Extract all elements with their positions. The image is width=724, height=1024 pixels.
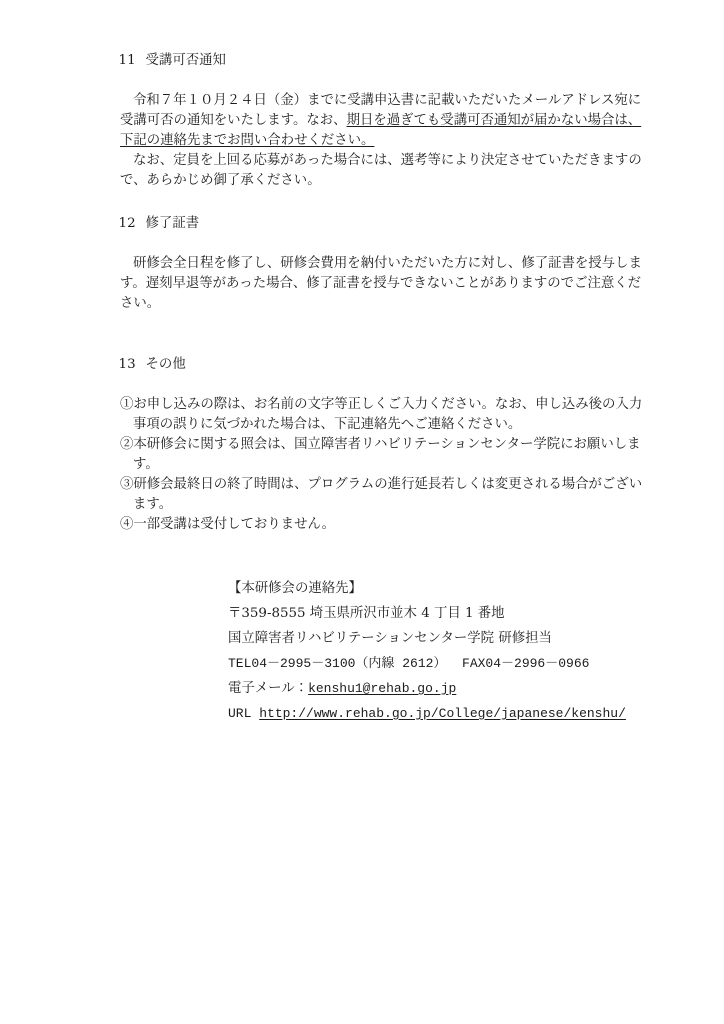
contact-email-line — [228, 676, 724, 701]
text-line: で、あらかじめ御了承ください。 — [120, 173, 321, 188]
text-segment: 受講可否の通知をいたします。なお、 — [120, 113, 347, 128]
underlined-text-segment: 下記の連絡先までお問い合わせください。 — [120, 133, 375, 148]
list-item-line: ます。 — [133, 497, 173, 512]
section-title: 修了証書 — [145, 216, 200, 231]
section-number: 11 — [118, 53, 136, 68]
section-11 — [0, 31, 724, 191]
list-item-line: ①お申し込みの際は、お名前の文字等正しくご入力ください。なお、申し込み後の入力 — [120, 397, 643, 412]
url-link[interactable]: http://www.rehab.go.jp/College/japanese/kenshu/ — [259, 706, 626, 721]
section-number: 12 — [118, 216, 136, 231]
text-line: す。遅刻早退等があった場合、修了証書を授与できないことがありますのでご注意くだ — [120, 276, 642, 291]
section-12-heading — [93, 194, 724, 254]
contact-url-line — [228, 701, 724, 726]
section-13-body — [120, 395, 724, 535]
section-title: その他 — [145, 357, 186, 372]
contact-block — [228, 576, 724, 726]
list-item-line: 事項の誤りに気づかれた場合は、下記連絡先へご連絡ください。 — [133, 417, 522, 432]
list-item-line: ④一部受講は受付しておりません。 — [120, 517, 336, 532]
section-title: 受講可否通知 — [145, 53, 226, 68]
text-line: 研修会全日程を修了し、研修会費用を納付いただいた方に対し、修了証書を授与しま — [133, 256, 642, 271]
underlined-text-segment: 期日を過ぎても受講可否通知が届かない場合は、 — [346, 113, 642, 128]
section-number: 13 — [118, 357, 136, 372]
email-link[interactable]: kenshu1@rehab.go.jp — [308, 681, 457, 696]
text-line: 令和７年１０月２４日（金）までに受講申込書に記載いただいたメールアドレス宛に — [133, 93, 642, 108]
text-line — [120, 111, 724, 131]
text-line: さい。 — [120, 296, 161, 311]
list-item-line: ③研修会最終日の終了時間は、プログラムの進行延長若しくは変更される場合がござい — [120, 477, 643, 492]
list-item-line: す。 — [133, 457, 159, 472]
section-13-heading — [93, 335, 724, 395]
section-11-heading — [93, 31, 724, 91]
email-label: 電子メール： — [228, 681, 309, 696]
contact-organization: 国立障害者リハビリテーションセンター学院 研修担当 — [228, 631, 552, 646]
contact-address: 〒359-8555 埼玉県所沢市並木 4 丁目 1 番地 — [228, 606, 505, 621]
contact-heading: 【本研修会の連絡先】 — [228, 581, 362, 596]
section-13 — [0, 335, 724, 535]
url-label: URL — [228, 706, 260, 721]
text-line — [120, 131, 724, 151]
section-12 — [0, 194, 724, 314]
section-11-body — [120, 91, 724, 191]
list-item-line: ②本研修会に関する照会は、国立障害者リハビリテーションセンター学院にお願いしま — [120, 437, 641, 452]
text-line: なお、定員を上回る応募があった場合には、選考等により決定させていただきますの — [133, 153, 642, 168]
contact-tel-fax: TEL04－2995－3100（内線 2612） FAX04－2996－0966 — [228, 656, 590, 671]
section-12-body — [120, 254, 724, 314]
